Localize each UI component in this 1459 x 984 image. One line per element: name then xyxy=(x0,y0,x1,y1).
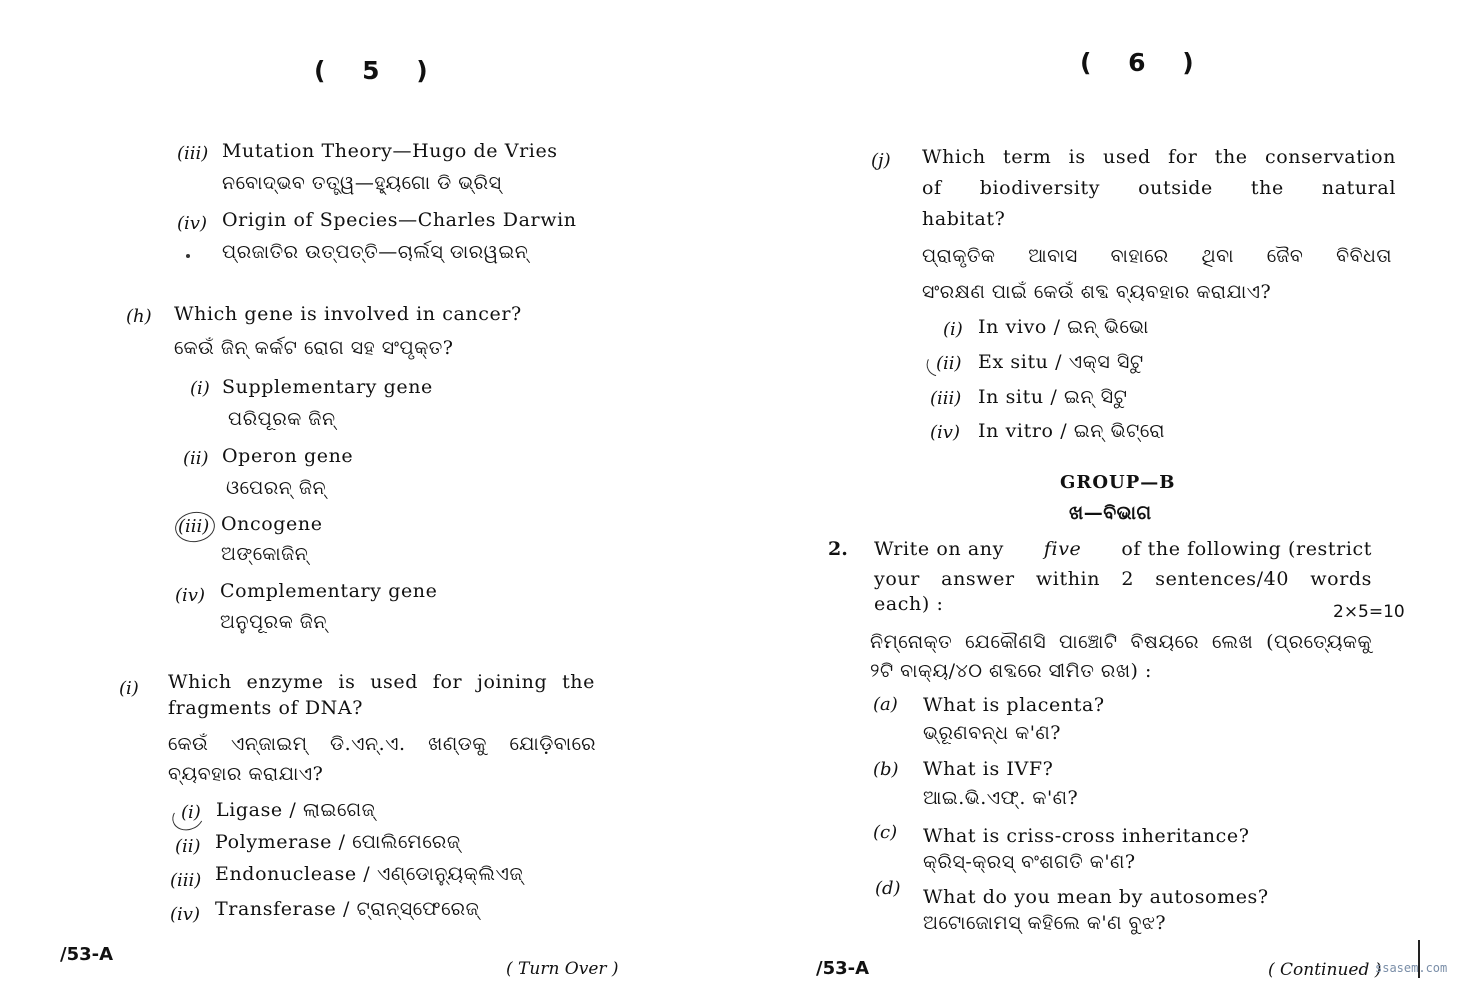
question-text-odia: ବ୍ୟବହାର କରାଯାଏ? xyxy=(168,763,324,785)
option-text: In situ / ଇନ୍ ସିଟୁ xyxy=(978,386,1128,408)
question-text-odia: କେଉଁ ଏନ୍‌ଜାଇମ୍ ଡି.ଏନ୍.ଏ. ଖଣ୍ଡକୁ ଯୋଡ଼ିବାରେ xyxy=(168,733,596,755)
option-number: (iv) xyxy=(930,422,960,443)
item-text: What is placenta? xyxy=(923,694,1105,716)
option-text-odia: ଓପେରନ୍ ଜିନ୍ xyxy=(226,477,327,499)
question-text xyxy=(874,538,1372,560)
group-heading-odia: ଖ—ବିଭାଗ xyxy=(1069,502,1152,524)
option-text: In vivo / ଇନ୍ ଭିଭୋ xyxy=(978,316,1149,338)
option-text: Oncogene xyxy=(221,513,323,535)
item-number: (d) xyxy=(875,878,901,899)
continued-note: ( Continued ) xyxy=(1268,960,1382,980)
turn-over-note: ( Turn Over ) xyxy=(506,959,619,979)
option-number: (i) xyxy=(943,319,963,340)
question-text: of biodiversity outside the natural xyxy=(922,177,1396,199)
question-text-emphasis: five xyxy=(1043,538,1082,560)
item-text-odia: କ୍ରିସ୍-କ୍ରସ୍ ବଂଶଗତି କ'ଣ? xyxy=(923,851,1136,873)
group-heading: GROUP—B xyxy=(1060,472,1176,493)
option-text-odia: ନବୋଦ୍‌ଭବ ତତ୍ତ୍ୱ—ହ୍ୟୁଗୋ ଡି ଭ୍ରିସ୍ xyxy=(222,172,502,194)
question-number: (i) xyxy=(119,678,139,699)
option-text: Transferase / ଟ୍ରାନ୍‌ସ୍‌ଫେରେଜ୍ xyxy=(215,898,480,920)
option-text-odia: ଅନୁପୂରକ ଜିନ୍ xyxy=(220,611,327,633)
item-text-odia: ଅଟୋଜୋମସ୍ କହିଲେ କ'ଣ ବୁଝ? xyxy=(923,912,1167,934)
right-page xyxy=(730,0,1459,984)
question-text-odia: ସଂରକ୍ଷଣ ପାଇଁ କେଉଁ ଶବ୍ଦ ବ୍ୟବହାର କରାଯାଏ? xyxy=(922,281,1272,303)
option-number: (i) xyxy=(190,378,210,399)
option-number: (i) xyxy=(181,802,201,823)
question-text: Which term is used for the conservation xyxy=(922,146,1396,168)
page-number: ( 5 ) xyxy=(314,56,442,85)
question-text: your answer within 2 sentences/40 words xyxy=(874,568,1372,590)
item-number: (c) xyxy=(873,822,898,843)
question-number: (h) xyxy=(126,306,152,327)
option-number: (iii) xyxy=(178,516,210,537)
option-text: In vitro / ଇନ୍ ଭିଟ୍ରୋ xyxy=(978,420,1166,442)
pen-mark xyxy=(186,254,190,258)
question-text-odia: ନିମ୍ନୋକ୍ତ ଯେକୌଣସି ପାଞ୍ଚୋଟି ବିଷୟରେ ଲେଖ (ପ୍ରତ୍ୟେକକୁ xyxy=(870,631,1372,653)
option-text: Polymerase / ପୋଲିମେରେଜ୍ xyxy=(215,831,461,853)
question-text-odia: କେଉଁ ଜିନ୍ କର୍କଟ ରୋଗ ସହ ସଂପୃକ୍ତ? xyxy=(174,337,454,359)
option-text-odia: ଅଙ୍କୋଜିନ୍ xyxy=(221,543,309,565)
question-number: 2. xyxy=(828,538,848,560)
question-text-part: of the following (restrict xyxy=(1121,538,1372,560)
option-number: (iii) xyxy=(177,143,209,164)
question-text: habitat? xyxy=(922,208,1006,230)
option-number: (ii) xyxy=(183,448,209,469)
marks-allocation: 2×5=10 xyxy=(1333,602,1405,622)
option-number: (iii) xyxy=(170,870,202,891)
question-text-odia: ପ୍ରାକୃତିକ ଆବାସ ବାହାରେ ଥିବା ଜୈବ ବିବିଧତା xyxy=(922,245,1392,267)
item-number: (a) xyxy=(873,694,898,715)
option-text: Operon gene xyxy=(222,445,354,467)
option-text-odia: ପ୍ରଜାତିର ଉତ୍ପତ୍ତି—ଚାର୍ଲସ୍ ଡାରୱଇନ୍ xyxy=(222,241,529,263)
option-number: (ii) xyxy=(936,353,962,374)
item-text: What do you mean by autosomes? xyxy=(923,886,1269,908)
paper-code: /53-A xyxy=(60,944,114,965)
option-text: Mutation Theory—Hugo de Vries xyxy=(222,140,558,162)
item-text-odia: ଭ୍ରୂଣବନ୍ଧ କ'ଣ? xyxy=(923,722,1061,744)
item-text: What is criss-cross inheritance? xyxy=(923,825,1250,847)
question-text: fragments of DNA? xyxy=(168,697,364,719)
question-number: (j) xyxy=(871,150,891,171)
question-text: each) : xyxy=(874,593,944,615)
option-number: (iv) xyxy=(170,904,200,925)
option-number: (iii) xyxy=(930,388,962,409)
option-number: (ii) xyxy=(175,836,201,857)
item-text: What is IVF? xyxy=(923,758,1054,780)
option-text: Complementary gene xyxy=(220,580,438,602)
option-text: Ex situ / ଏକ୍ସ ସିଟୁ xyxy=(978,351,1144,373)
question-text: Which gene is involved in cancer? xyxy=(174,303,522,325)
watermark: ssasem.com xyxy=(1375,961,1448,975)
option-text: Supplementary gene xyxy=(222,376,433,398)
item-text-odia: ଆଇ.ଭି.ଏଫ୍. କ'ଣ? xyxy=(923,787,1079,809)
item-number: (b) xyxy=(873,759,899,780)
option-number: (iv) xyxy=(175,585,205,606)
option-text: Endonuclease / ଏଣ୍ଡୋନ୍ୟୁକ୍ଲିଏଜ୍ xyxy=(215,863,524,885)
question-text-odia: ୨ଟି ବାକ୍ୟ/୪୦ ଶବ୍ଦରେ ସୀମିତ ରଖ) : xyxy=(870,660,1152,682)
option-number: (iv) xyxy=(177,213,207,234)
question-text: Which enzyme is used for joining the xyxy=(168,671,595,693)
option-text: Ligase / ଲାଇଗେଜ୍ xyxy=(216,799,376,821)
page-number: ( 6 ) xyxy=(1080,48,1208,77)
option-text-odia: ପରିପୂରକ ଜିନ୍ xyxy=(228,408,336,430)
option-text: Origin of Species—Charles Darwin xyxy=(222,209,577,231)
question-text-part: Write on any xyxy=(874,538,1004,560)
paper-code: /53-A xyxy=(816,958,870,979)
